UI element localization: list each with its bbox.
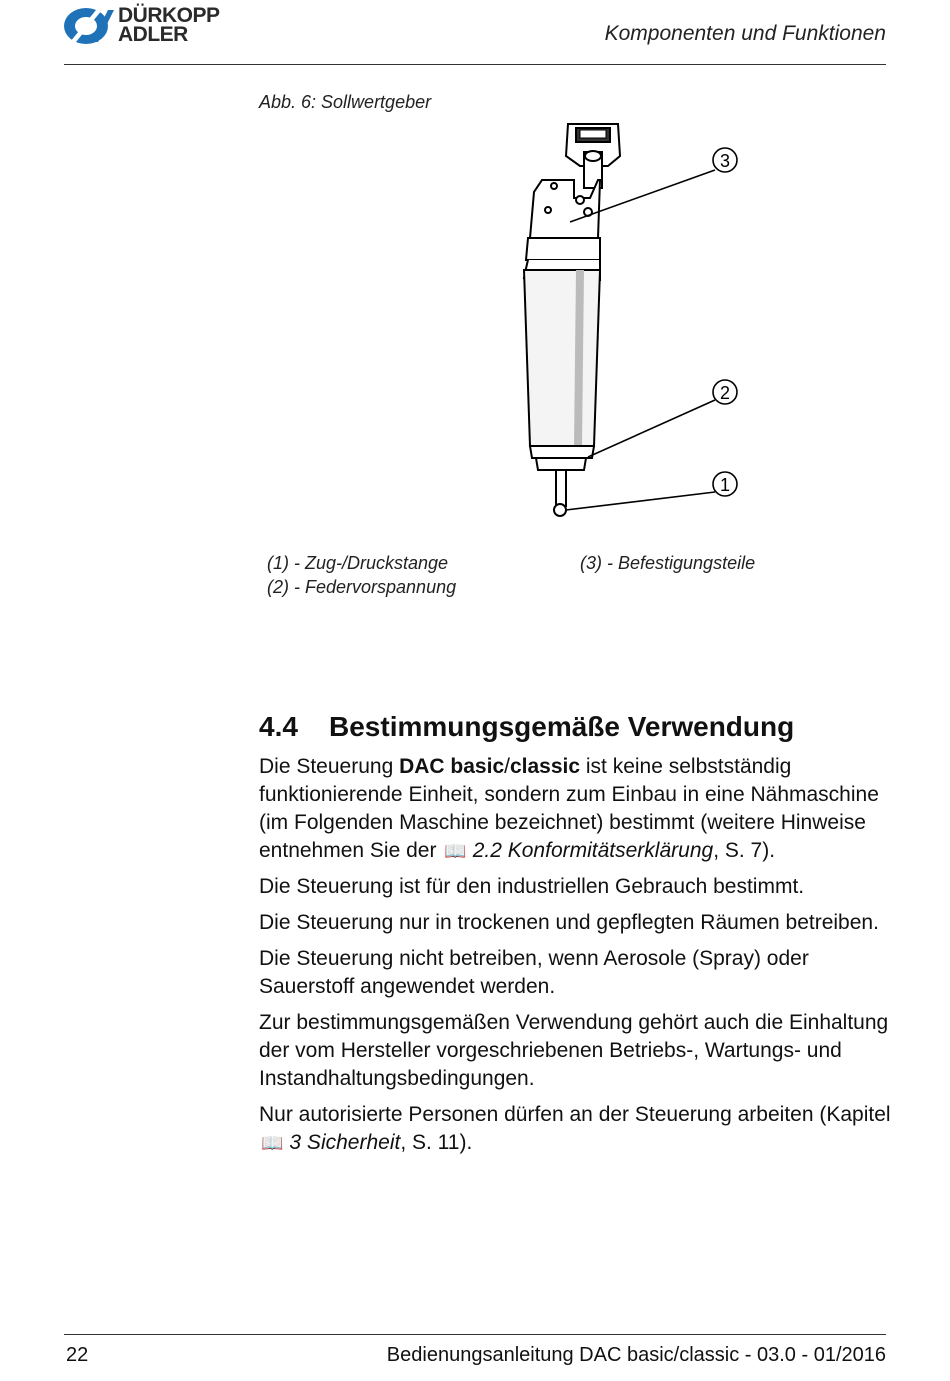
p6-text-b: , S. 11). — [400, 1131, 473, 1154]
paragraph-5: Zur bestimmungsgemäßen Verwendung gehört auch die Einhaltung der vom Hersteller vorgeschriebenen Betriebs-, Wartungs- und Instandhaltungsbedingungen. — [259, 1011, 889, 1090]
p1-text-a: Die Steuerung — [259, 755, 400, 778]
header-title: Komponenten und Funktionen — [604, 22, 886, 45]
callout-2 — [713, 380, 737, 404]
connector-plug — [566, 124, 620, 188]
footer-document-title: Bedienungsanleitung DAC basic/classic - 03.0 - 01/2016 — [386, 1344, 886, 1366]
header-divider — [64, 64, 886, 65]
paragraph-3: Die Steuerung nur in trockenen und gepflegten Räumen betreiben. — [259, 911, 879, 934]
footer-divider — [64, 1334, 886, 1335]
p1-text-c: , S. 7). — [713, 839, 776, 862]
figure-caption: Abb. 6: Sollwertgeber — [259, 92, 432, 112]
duerkopp-adler-logo — [62, 6, 232, 50]
legend-item-2: (2) - Federvorspannung — [267, 577, 457, 597]
brand-line-1: DÜRKOPP — [118, 4, 220, 27]
p6-text-a: Nur autorisierte Personen dürfen an der Steuerung arbeiten (Kapitel — [259, 1103, 891, 1126]
setpoint-device-illustration — [500, 112, 760, 532]
paragraph-4: Die Steuerung nicht betreiben, wenn Aerosole (Spray) oder Sauerstoff angewendet werden. — [259, 947, 809, 998]
p1-text-b: ist keine selbstständig funktionierende Einheit, sondern zum Einbau in eine Nähmaschine (im Folgenden Maschine bezeichnet) bestimmt (weitere Hinweise entnehmen Sie der — [259, 755, 879, 862]
cylinder-body — [524, 270, 600, 470]
page-number: 22 — [66, 1344, 89, 1366]
section-heading — [259, 711, 794, 743]
legend-item-3: (3) - Befestigungsteile — [580, 553, 756, 573]
push-pull-rod — [554, 470, 566, 516]
mounting-block — [524, 180, 600, 280]
p6-reference-link[interactable]: 3 Sicherheit — [289, 1131, 401, 1154]
callout-3 — [713, 148, 737, 172]
p1-slash: / — [504, 755, 510, 778]
section-title: Bestimmungsgemäße Verwendung — [329, 711, 795, 742]
brand-line-2: ADLER — [118, 23, 188, 46]
paragraph-6 — [259, 1101, 891, 1157]
book-icon: 📖 — [261, 1133, 284, 1153]
section-number: 4.4 — [259, 711, 298, 742]
paragraph-2: Die Steuerung ist für den industriellen Gebrauch bestimmt. — [259, 875, 805, 898]
p1-reference-link[interactable]: 2.2 Konformitätserklärung — [472, 839, 714, 862]
p1-bold-basic: DAC basic — [399, 755, 505, 778]
svg-text:1: 1 — [719, 475, 731, 495]
svg-text:2: 2 — [719, 383, 731, 403]
section-body — [259, 753, 891, 1165]
p1-bold-classic: classic — [509, 755, 581, 778]
svg-text:3: 3 — [719, 151, 731, 171]
legend-item-1: (1) - Zug-/Druckstange — [267, 553, 449, 573]
callout-1 — [713, 472, 737, 496]
paragraph-1 — [259, 753, 891, 865]
logo-mark-icon — [62, 6, 114, 46]
book-icon: 📖 — [444, 841, 467, 861]
